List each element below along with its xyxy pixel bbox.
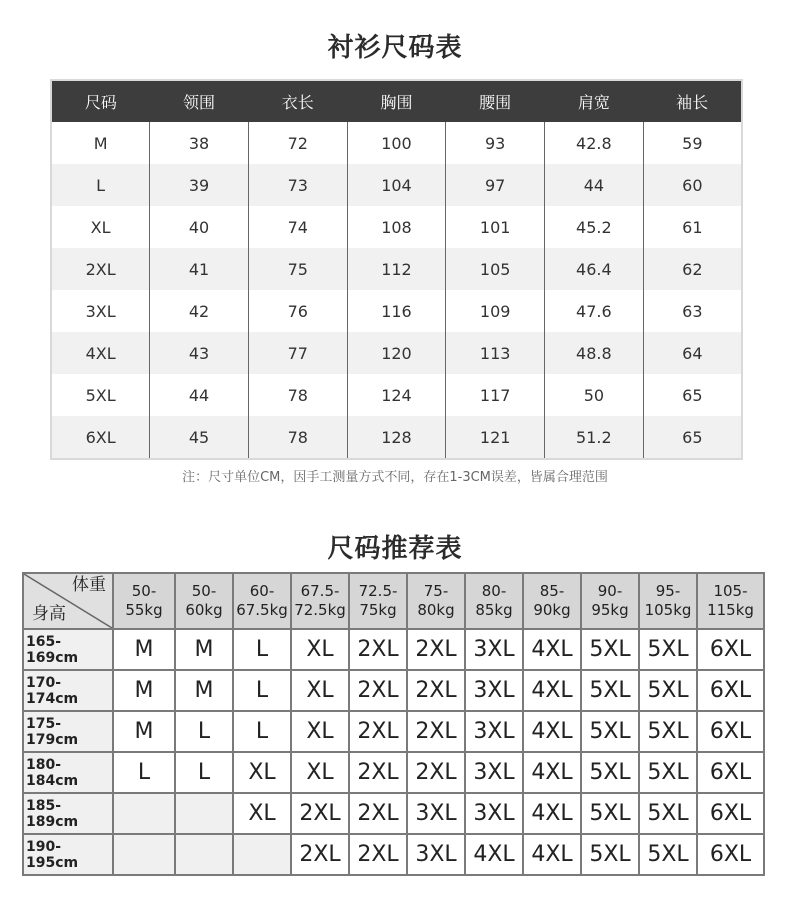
size-chart-title: 衬衫尺码表 xyxy=(327,33,463,63)
recommended-size-cell: L xyxy=(175,752,233,793)
weight-range-end: 115kg xyxy=(707,601,754,619)
recommended-size-cell: 3XL xyxy=(407,793,465,834)
recommend-chart-title: 尺码推荐表 xyxy=(327,534,463,564)
table-row xyxy=(51,164,742,206)
measurement-cell: 73 xyxy=(248,164,347,206)
recommended-size-cell: 5XL xyxy=(581,711,639,752)
recommended-size-cell: 2XL xyxy=(349,670,407,711)
measurement-cell: 46.4 xyxy=(545,248,644,290)
weight-range-header xyxy=(175,573,233,629)
table-row xyxy=(51,206,742,248)
weight-range-end: 80kg xyxy=(417,601,455,619)
recommended-size-cell: XL xyxy=(233,793,291,834)
measurement-cell: 100 xyxy=(347,122,446,164)
weight-range-start: 95- xyxy=(655,582,681,600)
recommended-size-cell: XL xyxy=(291,629,349,670)
measurement-cell: 116 xyxy=(347,290,446,332)
weight-range-header xyxy=(697,573,764,629)
recommended-size-cell: 4XL xyxy=(523,834,581,875)
height-range-cell: 190-195cm xyxy=(23,834,113,875)
size-label-cell: M xyxy=(51,122,150,164)
measurement-cell: 76 xyxy=(248,290,347,332)
measurement-cell: 75 xyxy=(248,248,347,290)
recommended-size-cell: 4XL xyxy=(523,711,581,752)
recommended-size-cell: 3XL xyxy=(465,793,523,834)
recommended-size-cell xyxy=(113,834,175,875)
weight-range-start: 75- xyxy=(423,582,449,600)
corner-cell xyxy=(23,573,113,629)
recommended-size-cell: L xyxy=(233,629,291,670)
measurement-cell: 93 xyxy=(446,122,545,164)
recommended-size-cell: 4XL xyxy=(523,793,581,834)
recommended-size-cell: 6XL xyxy=(697,670,764,711)
measurement-cell: 104 xyxy=(347,164,446,206)
weight-range-start: 50- xyxy=(191,582,217,600)
size-header-cell: 腰围 xyxy=(446,80,545,122)
size-label-cell: XL xyxy=(51,206,150,248)
recommended-size-cell: M xyxy=(113,711,175,752)
weight-range-end: 90kg xyxy=(533,601,571,619)
height-range-cell: 165-169cm xyxy=(23,629,113,670)
measurement-cell: 44 xyxy=(150,374,249,416)
size-label-cell: 2XL xyxy=(51,248,150,290)
recommended-size-cell: XL xyxy=(291,670,349,711)
size-header-cell: 衣长 xyxy=(248,80,347,122)
measurement-cell: 50 xyxy=(545,374,644,416)
weight-range-end: 95kg xyxy=(591,601,629,619)
recommended-size-cell xyxy=(175,834,233,875)
measurement-cell: 97 xyxy=(446,164,545,206)
weight-range-header xyxy=(407,573,465,629)
table-row xyxy=(23,670,764,711)
recommended-size-cell: 4XL xyxy=(523,752,581,793)
recommended-size-cell: 2XL xyxy=(349,834,407,875)
measurement-cell: 64 xyxy=(643,332,742,374)
recommended-size-cell: 3XL xyxy=(465,711,523,752)
recommended-size-cell: 6XL xyxy=(697,711,764,752)
recommended-size-cell: L xyxy=(233,711,291,752)
recommended-size-cell: 5XL xyxy=(581,793,639,834)
recommended-size-cell: 5XL xyxy=(581,752,639,793)
measurement-cell: 109 xyxy=(446,290,545,332)
measurement-cell: 117 xyxy=(446,374,545,416)
table-row xyxy=(51,290,742,332)
recommended-size-cell: 6XL xyxy=(697,629,764,670)
measurement-cell: 43 xyxy=(150,332,249,374)
measurement-cell: 42.8 xyxy=(545,122,644,164)
recommended-size-cell: 2XL xyxy=(349,629,407,670)
height-range-cell: 175-179cm xyxy=(23,711,113,752)
size-chart-table xyxy=(50,79,743,460)
recommend-chart-table xyxy=(22,572,765,876)
weight-range-end: 60kg xyxy=(185,601,223,619)
measurement-cell: 124 xyxy=(347,374,446,416)
recommended-size-cell: 5XL xyxy=(639,752,697,793)
measurement-cell: 42 xyxy=(150,290,249,332)
recommended-size-cell: 2XL xyxy=(407,629,465,670)
measurement-cell: 40 xyxy=(150,206,249,248)
size-header-cell: 袖长 xyxy=(643,80,742,122)
recommended-size-cell: M xyxy=(175,670,233,711)
size-header-cell: 尺码 xyxy=(51,80,150,122)
recommended-size-cell: L xyxy=(233,670,291,711)
size-label-cell: 6XL xyxy=(51,416,150,459)
table-row xyxy=(51,122,742,164)
measurement-cell: 113 xyxy=(446,332,545,374)
weight-range-header xyxy=(233,573,291,629)
measurement-cell: 108 xyxy=(347,206,446,248)
measurement-cell: 45 xyxy=(150,416,249,459)
weight-range-start: 90- xyxy=(597,582,623,600)
recommended-size-cell: 2XL xyxy=(407,752,465,793)
measurement-cell: 78 xyxy=(248,416,347,459)
recommended-size-cell: 5XL xyxy=(639,793,697,834)
measurement-cell: 121 xyxy=(446,416,545,459)
weight-range-end: 85kg xyxy=(475,601,513,619)
recommended-size-cell xyxy=(233,834,291,875)
height-range-cell: 185-189cm xyxy=(23,793,113,834)
recommended-size-cell: 6XL xyxy=(697,752,764,793)
measurement-cell: 72 xyxy=(248,122,347,164)
measurement-cell: 112 xyxy=(347,248,446,290)
measurement-cell: 65 xyxy=(643,374,742,416)
weight-range-end: 75kg xyxy=(359,601,397,619)
measurement-cell: 77 xyxy=(248,332,347,374)
recommended-size-cell: M xyxy=(175,629,233,670)
recommended-size-cell: 6XL xyxy=(697,793,764,834)
weight-range-start: 67.5- xyxy=(300,582,340,600)
recommended-size-cell: L xyxy=(113,752,175,793)
weight-range-end: 67.5kg xyxy=(236,601,288,619)
recommended-size-cell xyxy=(113,793,175,834)
recommended-size-cell: 3XL xyxy=(465,629,523,670)
recommended-size-cell: 3XL xyxy=(407,834,465,875)
recommended-size-cell: 5XL xyxy=(639,711,697,752)
recommended-size-cell: 2XL xyxy=(349,793,407,834)
weight-range-header xyxy=(639,573,697,629)
measurement-note: 注：尺寸单位CM，因手工测量方式不同，存在1-3CM误差，皆属合理范围 xyxy=(182,470,608,485)
recommended-size-cell: 2XL xyxy=(407,711,465,752)
recommended-size-cell: 5XL xyxy=(639,629,697,670)
weight-range-end: 72.5kg xyxy=(294,601,346,619)
weight-range-header xyxy=(523,573,581,629)
measurement-cell: 60 xyxy=(643,164,742,206)
weight-range-header xyxy=(113,573,175,629)
measurement-cell: 128 xyxy=(347,416,446,459)
measurement-cell: 62 xyxy=(643,248,742,290)
table-row xyxy=(23,834,764,875)
size-label-cell: L xyxy=(51,164,150,206)
weight-range-start: 85- xyxy=(539,582,565,600)
height-range-cell: 170-174cm xyxy=(23,670,113,711)
table-row xyxy=(23,793,764,834)
weight-range-header xyxy=(291,573,349,629)
weight-range-start: 50- xyxy=(131,582,157,600)
table-row xyxy=(51,248,742,290)
weight-range-header xyxy=(581,573,639,629)
measurement-cell: 39 xyxy=(150,164,249,206)
recommend-chart-header-row xyxy=(23,573,764,629)
measurement-cell: 78 xyxy=(248,374,347,416)
size-header-cell: 肩宽 xyxy=(545,80,644,122)
measurement-cell: 38 xyxy=(150,122,249,164)
weight-range-start: 60- xyxy=(249,582,275,600)
weight-range-start: 80- xyxy=(481,582,507,600)
weight-range-start: 72.5- xyxy=(358,582,398,600)
measurement-cell: 74 xyxy=(248,206,347,248)
weight-range-end: 105kg xyxy=(644,601,692,619)
size-label-cell: 5XL xyxy=(51,374,150,416)
measurement-cell: 47.6 xyxy=(545,290,644,332)
table-row xyxy=(51,416,742,459)
measurement-cell: 63 xyxy=(643,290,742,332)
measurement-cell: 44 xyxy=(545,164,644,206)
weight-range-start: 105- xyxy=(713,582,748,600)
weight-range-header xyxy=(465,573,523,629)
table-row xyxy=(51,332,742,374)
measurement-cell: 65 xyxy=(643,416,742,459)
size-header-cell: 领围 xyxy=(150,80,249,122)
recommended-size-cell xyxy=(175,793,233,834)
measurement-cell: 48.8 xyxy=(545,332,644,374)
measurement-cell: 120 xyxy=(347,332,446,374)
measurement-cell: 59 xyxy=(643,122,742,164)
recommended-size-cell: 5XL xyxy=(581,629,639,670)
recommended-size-cell: M xyxy=(113,629,175,670)
recommended-size-cell: 2XL xyxy=(349,711,407,752)
recommended-size-cell: 4XL xyxy=(523,670,581,711)
table-row xyxy=(23,711,764,752)
weight-range-header xyxy=(349,573,407,629)
height-label: 身高 xyxy=(32,604,66,624)
measurement-cell: 105 xyxy=(446,248,545,290)
recommended-size-cell: 5XL xyxy=(581,670,639,711)
size-chart-header-row xyxy=(51,80,742,122)
recommended-size-cell: XL xyxy=(291,752,349,793)
recommended-size-cell: 3XL xyxy=(465,752,523,793)
recommended-size-cell: 2XL xyxy=(291,793,349,834)
size-header-cell: 胸围 xyxy=(347,80,446,122)
recommended-size-cell: L xyxy=(175,711,233,752)
size-label-cell: 4XL xyxy=(51,332,150,374)
recommended-size-cell: 5XL xyxy=(581,834,639,875)
measurement-cell: 51.2 xyxy=(545,416,644,459)
recommended-size-cell: 5XL xyxy=(639,670,697,711)
table-row xyxy=(23,752,764,793)
recommended-size-cell: 6XL xyxy=(697,834,764,875)
recommended-size-cell: M xyxy=(113,670,175,711)
recommended-size-cell: 2XL xyxy=(291,834,349,875)
weight-label: 体重 xyxy=(72,575,106,595)
table-row xyxy=(51,374,742,416)
recommended-size-cell: 2XL xyxy=(349,752,407,793)
measurement-cell: 41 xyxy=(150,248,249,290)
recommended-size-cell: 2XL xyxy=(407,670,465,711)
height-range-cell: 180-184cm xyxy=(23,752,113,793)
table-row xyxy=(23,629,764,670)
recommended-size-cell: XL xyxy=(233,752,291,793)
recommended-size-cell: XL xyxy=(291,711,349,752)
measurement-cell: 45.2 xyxy=(545,206,644,248)
measurement-cell: 101 xyxy=(446,206,545,248)
weight-range-end: 55kg xyxy=(125,601,163,619)
size-label-cell: 3XL xyxy=(51,290,150,332)
recommended-size-cell: 4XL xyxy=(465,834,523,875)
recommended-size-cell: 4XL xyxy=(523,629,581,670)
recommended-size-cell: 5XL xyxy=(639,834,697,875)
recommended-size-cell: 3XL xyxy=(465,670,523,711)
measurement-cell: 61 xyxy=(643,206,742,248)
